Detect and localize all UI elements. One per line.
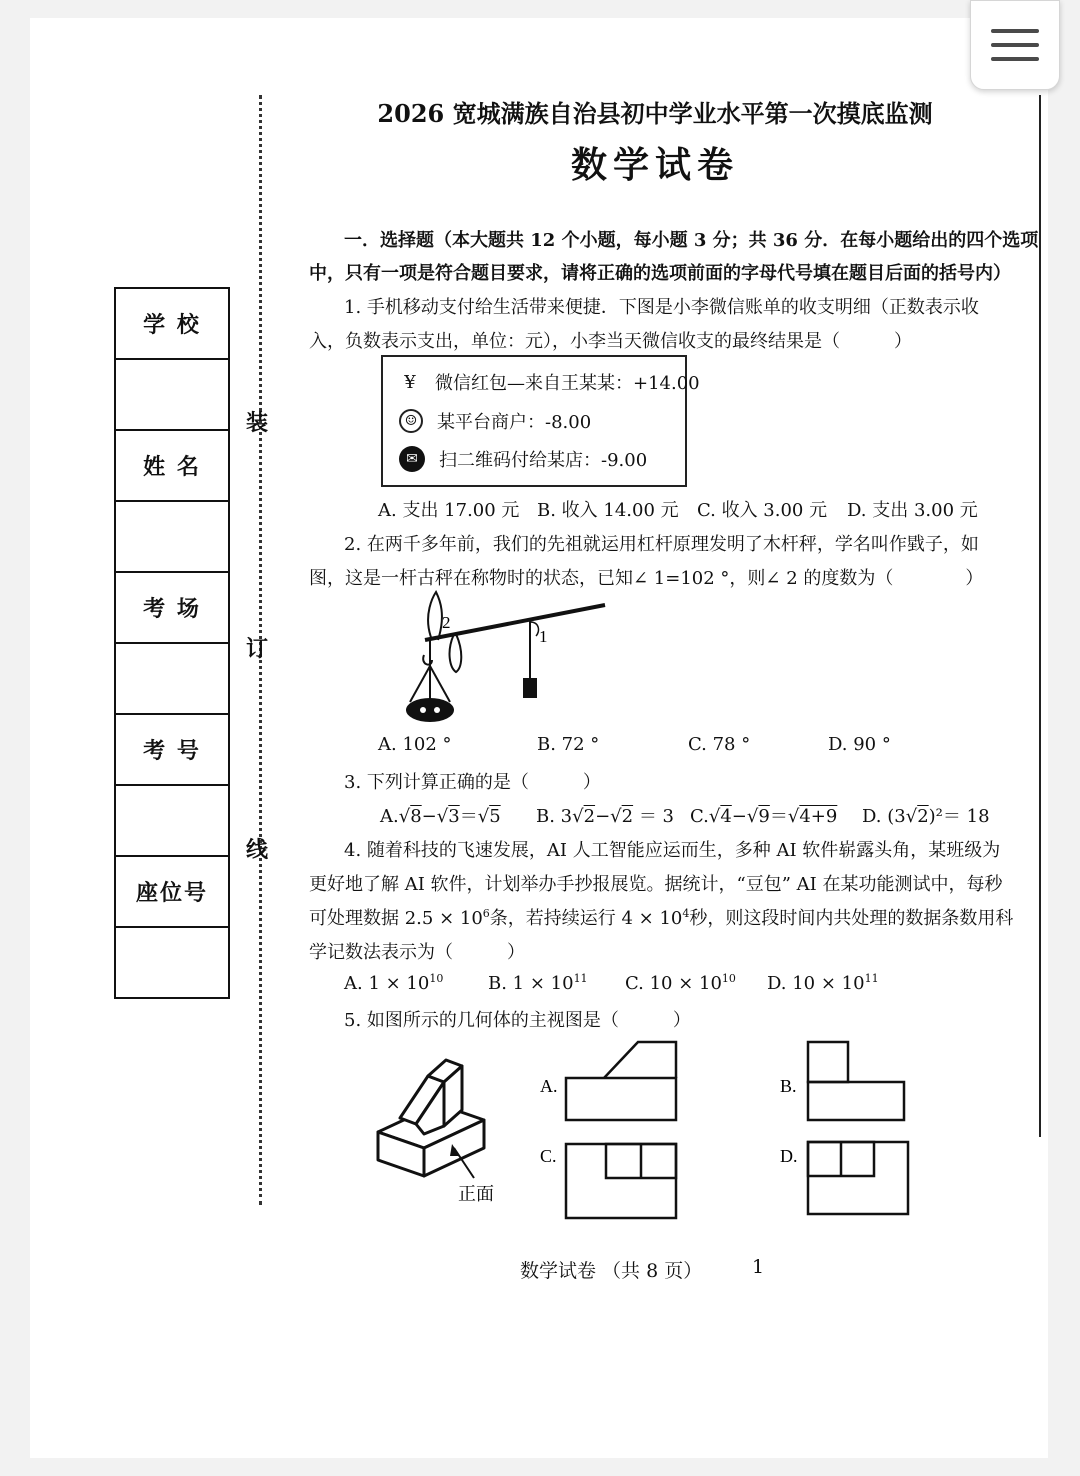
smiley-icon: ☺: [399, 409, 423, 433]
footer-page-number: 1: [752, 1256, 765, 1278]
student-info-box: [114, 287, 230, 999]
q4-option-b[interactable]: [488, 972, 588, 994]
q2-option-c[interactable]: C. 78 °: [688, 734, 751, 755]
exponent: 10: [721, 972, 736, 985]
radicand: 2: [583, 806, 596, 827]
school-label: 学 校: [116, 289, 228, 360]
option-letter: D. (3: [862, 806, 906, 827]
q4-option-c[interactable]: [625, 972, 736, 994]
exponent: 6: [482, 907, 490, 920]
text: 可处理数据 2.5 × 10: [309, 908, 483, 929]
front-label: 正面: [458, 1184, 494, 1204]
exam-title: 2026 宽城满族自治县初中学业水平第一次摸底监测: [377, 99, 933, 128]
q3-option-c[interactable]: C.√4−√9＝√4+9: [690, 806, 838, 827]
pan-mark: [434, 707, 440, 713]
seat-number-field[interactable]: [116, 928, 228, 997]
q4-stem-line4: 学记数法表示为（ ）: [309, 942, 525, 963]
name-label: 姓 名: [116, 431, 228, 502]
radicand: 8: [410, 806, 422, 827]
q2-stem-line2: 图，这是一杆古秤在称物时的状态，已知∠ 1=102 °，则∠ 2 的度数为（ ）: [309, 568, 984, 589]
bill-row: [399, 408, 591, 434]
exam-number-field[interactable]: [116, 786, 228, 857]
school-field[interactable]: [116, 360, 228, 431]
scale-pan: [406, 698, 454, 722]
operator: −: [595, 806, 611, 827]
menu-icon: [991, 29, 1039, 33]
equals: ＝: [769, 806, 788, 827]
text: 条，若持续运行 4 × 10: [489, 908, 683, 929]
menu-button[interactable]: [970, 0, 1060, 90]
option-letter: B. 3: [536, 806, 573, 827]
q1-option-d[interactable]: D. 支出 3.00 元: [847, 500, 978, 521]
radicand: 9: [758, 806, 770, 827]
q1-option-a[interactable]: A. 支出 17.00 元: [378, 500, 520, 521]
exam-subtitle: 数学试卷: [570, 144, 739, 186]
section1-instructions-line1: 一．选择题（本大题共 12 个小题，每小题 3 分；共 36 分．在每小题给出的四个选项: [344, 230, 1039, 251]
section1-instructions-line2: 中，只有一项是符合题目要求，请将正确的选项前面的字母代号填在题目后面的括号内）: [309, 263, 1011, 284]
q1-stem-line1: 1. 手机移动支付给生活带来便捷．下图是小李微信账单的收支明细（正数表示收: [344, 297, 979, 318]
q5-option-c-label[interactable]: C.: [540, 1146, 557, 1166]
q3-option-a[interactable]: A.√8−√3＝√5: [380, 806, 501, 827]
q3-stem: 3. 下列计算正确的是（ ）: [344, 772, 601, 793]
seat-number-label: 座位号: [116, 857, 228, 928]
result: )²＝ 18: [928, 806, 990, 827]
exam-room-field[interactable]: [116, 644, 228, 715]
text: 秒，则这段时间内共处理的数据条数用科: [689, 908, 1014, 929]
operator: −: [421, 806, 437, 827]
q3-option-d[interactable]: D. (3√2)²＝ 18: [862, 806, 990, 827]
envelope-icon: ✉: [399, 446, 425, 472]
q4-stem-line1: 4. 随着科技的飞速发展，AI 人工智能应运而生，多种 AI 软件崭露头角，某班级为: [344, 840, 1001, 861]
yuan-icon: ¥: [404, 371, 416, 393]
angle1-label: 1: [539, 627, 548, 646]
q2-option-d[interactable]: D. 90 °: [828, 734, 891, 755]
q2-stem-line1: 2. 在两千多年前，我们的先祖就运用杠杆原理发明了木杆秤，学名叫作戥子，如: [344, 534, 979, 555]
bill-row: [399, 446, 647, 472]
menu-icon-bar: [991, 43, 1039, 47]
text: A. 1 × 10: [344, 973, 430, 994]
counterweight: [523, 678, 537, 698]
exponent: 4: [682, 907, 690, 920]
q4-option-d[interactable]: [767, 972, 879, 994]
radicand: 2: [621, 806, 634, 827]
option-letter: C.: [690, 806, 709, 827]
radicand: 3: [448, 806, 460, 827]
footer-text: 数学试卷 （共 8 页）: [520, 1260, 703, 1282]
name-field[interactable]: [116, 502, 228, 573]
q5-option-b-label[interactable]: B.: [780, 1076, 797, 1096]
result: ＝ 3: [638, 806, 675, 827]
q1-stem-line2: 入，负数表示支出，单位：元），小李当天微信收支的最终结果是（ ）: [309, 331, 912, 352]
option-letter: A.: [380, 806, 399, 827]
exponent: 11: [573, 972, 588, 985]
exponent: 11: [864, 972, 879, 985]
exam-room-label: 考 场: [116, 573, 228, 644]
q2-option-b[interactable]: B. 72 °: [537, 734, 600, 755]
q4-stem-line3: [309, 904, 1013, 930]
bill-row: [399, 369, 700, 395]
angle2-label: 2: [442, 613, 451, 632]
radicand: 4: [720, 806, 732, 827]
q5-option-d-label[interactable]: D.: [780, 1146, 798, 1166]
binding-char-ding: 订: [246, 636, 269, 662]
q3-option-b[interactable]: B. 3√2−√2 ＝ 3: [536, 806, 675, 827]
q5-option-a-label[interactable]: A.: [540, 1076, 558, 1096]
menu-icon-bar: [991, 57, 1039, 61]
equals: ＝: [459, 806, 478, 827]
q4-stem-line2: 更好地了解 AI 软件，计划举办手抄报展览。据统计，“豆包” AI 在某功能测试中，每秒: [309, 874, 1003, 895]
text: D. 10 × 10: [767, 973, 865, 994]
bill-item-text: 微信红包—来自王某某：+14.00: [435, 373, 700, 394]
operator: −: [731, 806, 747, 827]
text: B. 1 × 10: [488, 973, 574, 994]
binding-char-zhuang: 装: [246, 410, 269, 436]
radicand: 2: [917, 806, 929, 827]
exam-number-label: 考 号: [116, 715, 228, 786]
bill-item-text: 扫二维码付给某店：-9.00: [439, 450, 648, 471]
q2-option-a[interactable]: A. 102 °: [378, 734, 452, 755]
binding-char-xian: 线: [246, 837, 269, 863]
radicand: 4+9: [799, 806, 838, 827]
q1-option-b[interactable]: B. 收入 14.00 元: [537, 500, 679, 521]
exponent: 10: [429, 972, 444, 985]
pan-mark: [420, 707, 426, 713]
q5-stem: 5. 如图所示的几何体的主视图是（ ）: [344, 1010, 691, 1031]
q1-option-c[interactable]: C. 收入 3.00 元: [697, 500, 828, 521]
right-margin-rule: [1039, 95, 1041, 1137]
q4-option-a[interactable]: [344, 972, 443, 994]
bill-item-text: 某平台商户：-8.00: [437, 412, 592, 433]
radicand: 5: [489, 806, 501, 827]
text: C. 10 × 10: [625, 973, 722, 994]
wechat-bill-box: [381, 355, 700, 487]
